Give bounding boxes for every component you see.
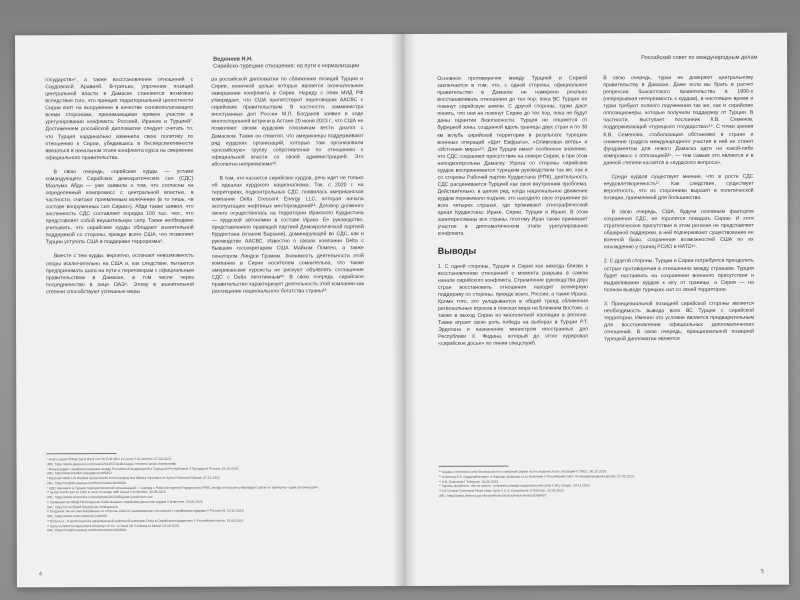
footnote-url: URL: https://iz.ru/1533479/2023-06-20/bogdanov: [46, 504, 119, 509]
left-column-2: [211, 76, 364, 445]
paragraph: государств»⁶, а также восстановление отношений с Саудовской Аравией. В-третьих, упрочение позиций центральной власти в Дамаске становится возможно вследствие того, что принцип территориальной целостности Сирии взят на вооружение в качестве основополагающего всеми сторонами, принимающими прямое участие в урегулировании конфликта: Россией, Ираном и Турцией⁷. Достижением российской дипломатии следует считать то, что Турция кардинально изменила свою политику по отношению к Сирии, убедившись в бесперспективности ввязаться в начальном этапе конфликта курса на свержение официального правительства.: [45, 76, 194, 161]
right-footnotes: [439, 469, 755, 560]
conclusions-heading: Выводы: [437, 246, 477, 257]
open-book-spread: [15, 33, 789, 588]
conclusion-item: 2. С другой стороны, Турции и Сирии потребуется преодолеть острые противоречия в отношениях между странами. Турция будет настаивать на сохранении военного присутствия и выдавливании курдов к югу от границы, а Сирия — на полном выводе турецких сил со своей территории.: [603, 258, 754, 293]
paragraph: Основное противоречие между Турцией и Сирией заключается в том, что, с одной стороны, официальное правительство в Дамаске не намерено реально восстанавливать отношения до тех пор, пока ВС Турции не покинут сирийскую землю. С другой стороны, турки дают понять, что они не покинут Сирию до тех пор, пока не будут даны гарантии безопасности. Турция не откажется от буферной зоны, созданной вдоль границы двух стран и по 30 км вглубь сирийской территории в результате турецких военных операций «Щит Евфрата», «Оливковая ветвь» и «Источник мира»¹⁴. Для Турции имеет особенное значение, что СДС сохраняют присутствие на севере Сирии, и при этом неподконтрольны Дамаску. Угроза со стороны сирийских курдов воспринимается турецким руководством так же, как и со стороны Рабочей партии Курдистана (РПК), деятельность СДС расценивается Турцией как своя внутренняя проблема. Действительно, в целом ряд, когда национальное движение курдов переживало подъем, это находило свое отражение во всех четырех странах, где проживают этнографический ареал Курдистана: Ираке, Сирии, Турции и Иране. В этом заинтересованы все страны, поэтому Иран также принимает участие в дипломатическом этапе урегулирования конфликта.: [437, 75, 588, 238]
left-footnotes: [47, 456, 365, 567]
right-page-header: [641, 55, 757, 62]
right-column-1: [437, 75, 588, 450]
header-title: Российский совет по международным делам: [641, 54, 758, 62]
footnote-url: URL: https://www.vesti.ru/article/1282450: [46, 514, 108, 519]
footnote: ⁸ Mazloum Abdi: US Wanted Syrian Kurds from Carrying Out Military Operation in Syria // Asharq Al-Awsat. 07.12.2022.: [46, 475, 221, 481]
paragraph: В свою очередь, США, будучи основным фактором сохранения СДС, не торопятся покидать Сирию. И хотя стратегическое присутствие в этом регионе не представляет обширной поддержки, в ней подчеркивают существование ее военной базы, сохранение возможностей США по их нахождению у границ РСИО и НАТО¹⁸.: [603, 208, 754, 251]
footnote: ¹⁶ К.В. Семенов // Telegram. 26.06.2023.: [438, 479, 500, 484]
footnote-rule: [439, 466, 509, 467]
footnote-url: URL: https://english.aawsat.com/home/article/2428681: [46, 528, 127, 533]
footnote: ¹⁵ Семенов К.В. Курдский вопрос и подходы Дамаска к его решению // Российский совет по международным делам. 27.02.2023.: [438, 473, 635, 479]
header-title: Сирийско-турецкие отношения: на пути к нормализации: [213, 63, 360, 70]
footnote: ¹¹ Замминистра МИД РФ Богданов: США мешают сирийским диалогом курдов // Известия. 20.06.2024.: [46, 499, 204, 505]
conclusion-item: 1. С одной стороны, Турция и Сирия как никогда близки к восстановлению отношений с момента разрыва в самом начале сирийского конфликта. Стремление руководства двух стран восстановить отношения находит всемерную поддержку со стороны, прежде всего, России, а также Ирана. Кроме того, это укладывается в общий тренд сближения региональных игроков в поисках мира на Ближнем Востоке, а также в выход Сирии из многолетней изоляции в регионе. Также играет свою роль победа на выборах в Турции Р.Т. Эрдогана и назначение министром иностранных дел Республики Х. Фидана, который до этого курировал «сирийское досье» по линии спецслужб.: [437, 263, 589, 348]
page-number: 4: [38, 571, 42, 578]
right-column-2: [603, 75, 754, 450]
paragraph: ра российской дипломатии по сближению позиций Турции и Сирии, конечной целью которых является окончательное завершение конфликта в Сирии. Наряду с этим МИД РФ утверждает, что США препятствуют переговорам ААСВС с сирийским правительством. В частности, замминистра иностранных дел России М.Л. Богданов заявил в ходе многосторонней встречи в Астане 20 июня 2023 г., что США не позволяют своим курдским союзникам вести диалог с Дамаском. Также он отметил, что американцы поддерживают ряд курдских организаций, которые там организовали «российскую» группу сопротивления по отношению к официальной власти со своей администрацией. Это абсолютно неприемлемо¹⁰.: [211, 76, 364, 168]
left-page: [15, 34, 401, 587]
header-author: Веденеев Н.Н.: [213, 56, 253, 63]
paragraph: В свою очередь, турки не доверяют центральному правительству в Дамаске. Даже если вы брать в расчет репрессии баасистского правительства в 1990-х (непрерывная нетерпимость к курдам), в настоящее время и турки требуют полного подчинения так же, как и сирийские оппозиционеры, которые получили поддержку от Турции. В частности, выступает посланник К.В. Семенов, поддерживающий «турецкого государства»¹⁵. С точки зрения К.В. Семенова, стабилизация обстановки в стране и снижение градуса международного участия в ней не станет фундаментом для нового Дамаска идти на какой-либо компромисс с оппозицией¹⁶, — тем самым это является и в данной степени касается и «курдского вопроса».: [603, 74, 754, 167]
footnote: ¹⁷ Кураты пытаются, тем не менее, сохранить имидж национальной силы // ИЦ «Курд». 14.11.2019.: [438, 483, 591, 489]
footnote-url: URL: https://www.al-monitor.com/originals/2023/05/syrian-kurds-turn-uae: [46, 494, 153, 500]
footnote-url: URL: https://english.aawsat.com/home/article/4030681: [46, 480, 127, 486]
conclusion-item: 3. Принципиальной позицией сирийской стороны является необходимость вывода всех ВС Турции с сирийской территории. Именно это условие является предварительным для восстановления официальных дипломатических отношений. В свою очередь, принципиальной позицией турецкой дипломатии является: [603, 300, 755, 343]
page-number: 5: [760, 568, 764, 575]
footnote: ¹⁴ Анкара отклонила зону безопасности в северной Сирии на последнем этапе операции // ТАСС. 30.10.2019.: [438, 469, 608, 474]
footnote-rule: [46, 453, 116, 454]
footnote: ⁹ СДС признали в Турции террористической организацией — наряду с Рабочей партией Курдистана (РПК), между которыми утверждают связи по принципу «одна организация».: [46, 484, 320, 490]
left-page-header: [213, 56, 359, 70]
paragraph: В том, что касается сирийских курдов, речь идет не только об идеалах курдского национализма. Так, с 2020 г. на территориях, подконтрольных СДС, появилась американская компания Delta Crescent Energy LLC, которая начала эксплуатацию нефтяных месторождений¹¹. Договор должного своего осуществилась на территории Иракского Курдистана — курдской автономии в составе Ирака. Ее руководство, представленное правящей партией Демократической партией Курдистана (кланом Барзани), доминирующей во СДС, как и руководство ААСВС. Известно о связях компании Delta с бывшим госсекретарем США Майком Помпео, а также сенатором Линдси Грэмом. Значимость деятельности этой компании в Сирии носителем сомнительна, что также американские курсисты не рискуют объявлять соглашение СДС с Delta легитимным¹². В свою очередь, сирийское правительство характеризует деятельность этой компании как расхищение национального богатства страны¹³.: [211, 174, 364, 295]
footnote: ¹² Богданов: мы не рассматриваем со стороны США по налаживанию отношений с сирийскими курдами // Россия 24. 14.10.2019.: [46, 508, 245, 514]
paragraph: Вместе с тем курды, вероятно, осознают невозможность опоры исключительно на США и, как следствие, пытаются предпринимать шаги на пути к переговорам с официальным правительством в Дамаске, в том числе через посредничество в лице ОАЭ⁹. Этому в значительной степени способствуют успешные меры: [45, 253, 194, 295]
footnote: ⁷ Меморандум о взаимопонимании между Российской Федерацией и Турецкой Республикой // Президент России. 22.10.2019.: [46, 466, 240, 471]
footnote: ⁶ Arab League Brings Syria Back into Its Fold after 12 years // Al Jazeera. 07.05.2023.: [46, 456, 172, 462]
footnote: ¹⁰ Syrian Kurds turn to UAE to steer leverage with Assad // Al-Monitor. 30.05.2023.: [46, 490, 167, 495]
footnote-url: URL: https://www.defense.gov/News/News-Stories/Article/Article/2998427: [438, 493, 547, 498]
footnote: ¹⁴ Syria Condemns Agreement Allowing US Co. to Steal Oil // Asharq Al-Awsat. 03.08.2020.: [46, 523, 180, 528]
footnote: ¹³ Delta A.G.: О деятельности американской нефтяной компании Delta в Сирийском Курдистане // Российская газета. 19.06.2023.: [46, 518, 245, 524]
paragraph: В свою очередь, сирийские курды — устами командующего Сирийских демократических сил (СДС) Мазлума Абди — уже заявили о том, что согласны на определенный компромисс с центральной властью, в частности, считают приемлемым включение (в то лишь, «в составе вооруженных сил Сирии»). Абди также заявил, что численность СДС составляет порядка 100 тыс. чел., что представляет собой внушительную силу. Также необходимо учитывать, что сирийские курды обладают значительной поддержкой со стороны, прежде всего США, что позволяет Турции уступать США в поддержке терроризма⁸.: [45, 168, 194, 246]
right-page: [403, 33, 789, 586]
left-column-1: [45, 77, 194, 446]
footnote-url: URL: https://www.aljazeera.com/news/2023/5/7/arab-league-restores-syrias-membership: [46, 461, 177, 467]
paragraph: Среди курдов существует мнение, что в росте СДС неудовлетворенность¹⁷. Как следствие, существует вероятность, что их сторонники выразят в политической позиции, приемлемой для большинства.: [603, 173, 754, 202]
footnote: ¹⁸ US Central Command Head Visits Syria // U.S. Department of Defense. 20.05.2023.: [438, 488, 565, 493]
footnote-url: URL: http://www.kremlin.ru/supplement/5452: [46, 471, 112, 476]
